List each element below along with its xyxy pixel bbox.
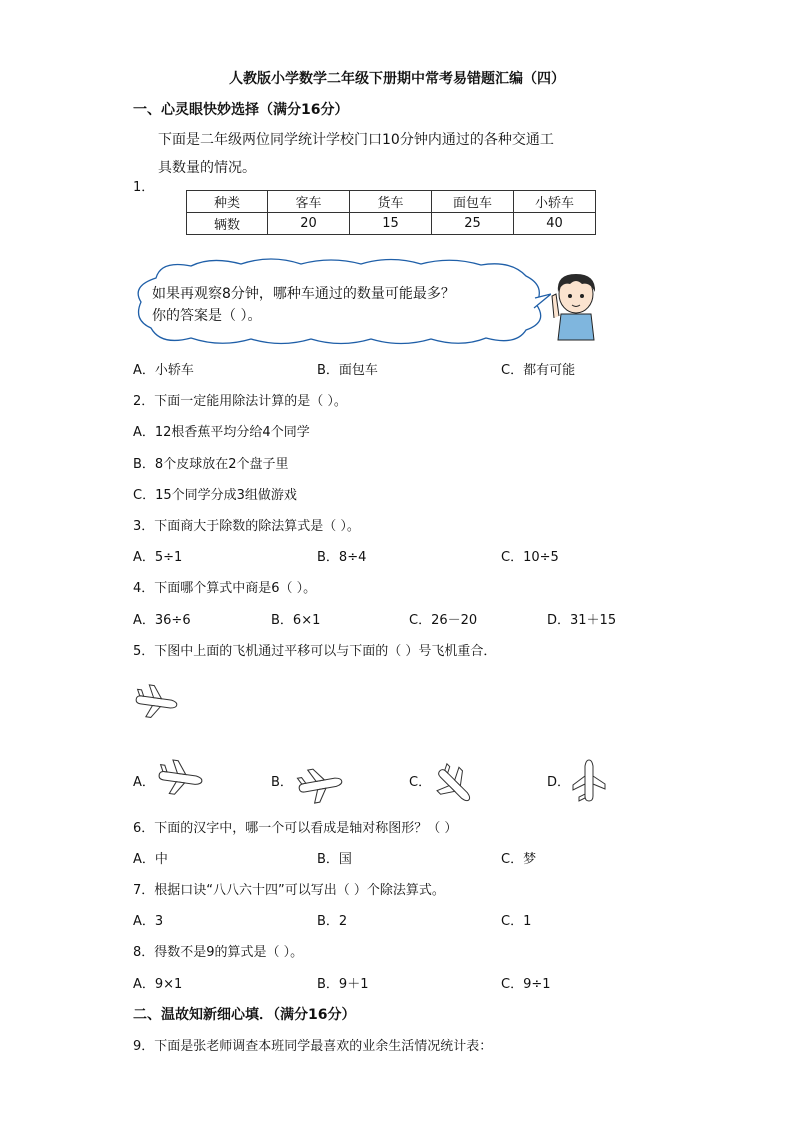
q1-option-c: C．都有可能 bbox=[501, 363, 576, 378]
q4-option-d: D．31＋15 bbox=[547, 613, 617, 628]
plane-icon bbox=[566, 758, 612, 804]
q1-number: 1． bbox=[133, 180, 155, 195]
plane-icon bbox=[431, 762, 477, 808]
boy-icon bbox=[546, 270, 606, 346]
q5-option-c: C． bbox=[409, 775, 432, 790]
q7-option-b: B．2 bbox=[317, 914, 348, 929]
bubble-question: 如果再观察8分钟，哪种车通过的数量可能最多？ bbox=[152, 286, 455, 302]
table-cell: 面包车 bbox=[432, 191, 514, 213]
table-row bbox=[187, 213, 596, 235]
q6-option-a: A．中 bbox=[133, 852, 168, 867]
q4-stem: 4．下面哪个算式中商是6（ ）。 bbox=[133, 581, 317, 596]
q1-option-b: B．面包车 bbox=[317, 363, 378, 378]
bubble-answer-blank: 你的答案是（ ）。 bbox=[152, 308, 262, 324]
q1-option-a: A．小轿车 bbox=[133, 363, 194, 378]
q7-option-c: C．1 bbox=[501, 914, 532, 929]
table-cell: 15 bbox=[350, 213, 432, 235]
q1-intro-line2: 具数量的情况。 bbox=[158, 160, 256, 176]
document-title: 人教版小学数学二年级下册期中常考易错题汇编（四） bbox=[229, 71, 565, 87]
q5-option-a: A． bbox=[133, 775, 155, 790]
q3-stem: 3．下面商大于除数的除法算式是（ ）。 bbox=[133, 519, 360, 534]
table-cell: 小轿车 bbox=[514, 191, 596, 213]
plane-icon bbox=[155, 758, 205, 798]
section-1-heading: 一、心灵眼快妙选择（满分16分） bbox=[133, 102, 349, 118]
q7-option-a: A．3 bbox=[133, 914, 164, 929]
q4-option-a: A．36÷6 bbox=[133, 613, 191, 628]
traffic-stats-table bbox=[186, 190, 596, 235]
q2-stem: 2．下面一定能用除法计算的是（ ）。 bbox=[133, 394, 347, 409]
q3-option-b: B．8÷4 bbox=[317, 550, 367, 565]
q8-option-b: B．9＋1 bbox=[317, 977, 369, 992]
q4-option-c: C．26－20 bbox=[409, 613, 478, 628]
q5-option-d: D． bbox=[547, 775, 571, 790]
table-cell: 20 bbox=[268, 213, 350, 235]
plane-icon bbox=[133, 683, 179, 721]
q1-intro-line1: 下面是二年级两位同学统计学校门口10分钟内通过的各种交通工 bbox=[158, 132, 554, 148]
table-cell: 客车 bbox=[268, 191, 350, 213]
q9-stem: 9．下面是张老师调查本班同学最喜欢的业余生活情况统计表： bbox=[133, 1039, 493, 1054]
q8-option-c: C．9÷1 bbox=[501, 977, 551, 992]
q3-option-a: A．5÷1 bbox=[133, 550, 183, 565]
section-2-heading: 二、温故知新细心填．（满分16分） bbox=[133, 1007, 356, 1023]
table-cell: 货车 bbox=[350, 191, 432, 213]
q3-option-c: C．10÷5 bbox=[501, 550, 559, 565]
q6-option-b: B．国 bbox=[317, 852, 352, 867]
q4-option-b: B．6×1 bbox=[271, 613, 321, 628]
q8-option-a: A．9×1 bbox=[133, 977, 183, 992]
q5-option-b: B． bbox=[271, 775, 293, 790]
q6-stem: 6．下面的汉字中，哪一个可以看成是轴对称图形？（ ） bbox=[133, 821, 458, 836]
q2-option-c: C．15个同学分成3组做游戏 bbox=[133, 488, 297, 503]
q2-option-a: A．12根香蕉平均分给4个同学 bbox=[133, 425, 310, 440]
q7-stem: 7．根据口诀“八八六十四”可以写出（ ）个除法算式。 bbox=[133, 883, 445, 898]
table-cell: 辆数 bbox=[187, 213, 268, 235]
table-cell: 25 bbox=[432, 213, 514, 235]
q8-stem: 8．得数不是9的算式是（ ）。 bbox=[133, 945, 304, 960]
table-cell: 种类 bbox=[187, 191, 268, 213]
q5-stem: 5．下图中上面的飞机通过平移可以与下面的（ ）号飞机重合． bbox=[133, 644, 497, 659]
table-header-row bbox=[187, 191, 596, 213]
plane-icon bbox=[295, 765, 345, 805]
q2-option-b: B．8个皮球放在2个盘子里 bbox=[133, 457, 289, 472]
q6-option-c: C．梦 bbox=[501, 852, 537, 867]
table-cell: 40 bbox=[514, 213, 596, 235]
